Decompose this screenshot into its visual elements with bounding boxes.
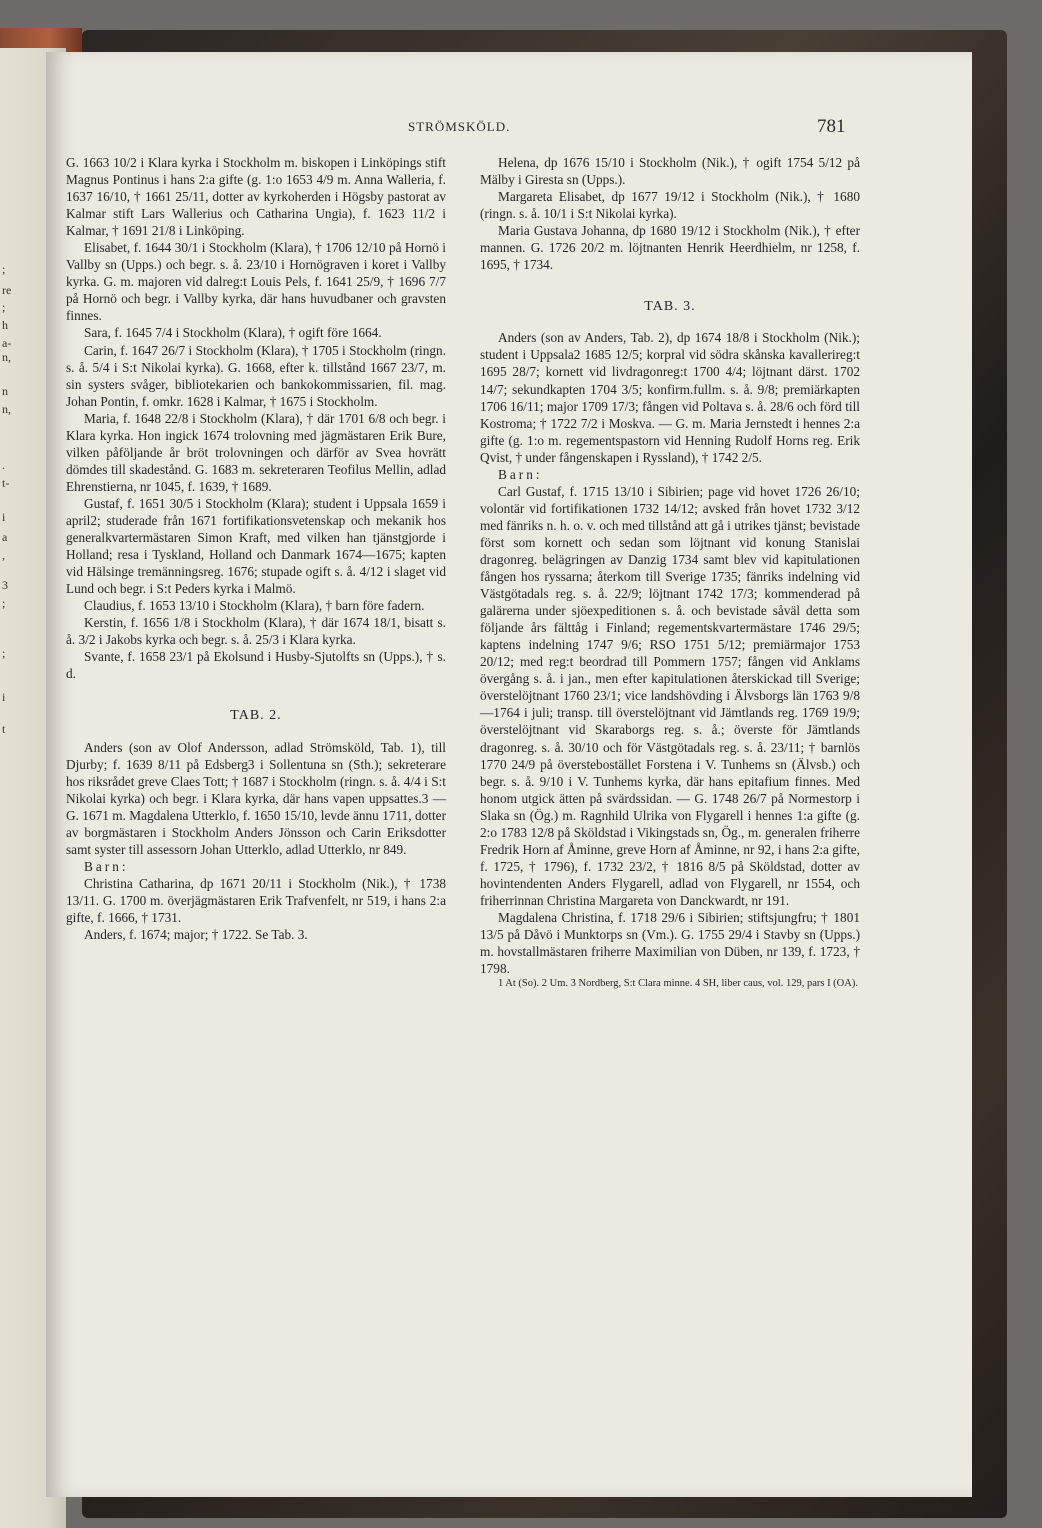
entry-paragraph: G. 1663 10/2 i Klara kyrka i Stockholm m. biskopen i Linköpings stift Magnus Pontinus i hans 2:a gifte (g. 1:o 1653 4/9 m. Anna Walleria, f. 1637 16/10, † 1661 25/11, dotter av kyrkoherden i Högsby pastorat av Kalmar stift Lars Wallerius och Catharina Ungia), f. 1623 11/2 i Kalmar, † 1691 21/8 i Linköping. <box>66 155 446 239</box>
right-column <box>480 154 860 990</box>
margin-fragment: 3 <box>2 578 8 592</box>
margin-fragment: ; <box>2 646 6 660</box>
footnotes: 1 At (So). 2 Um. 3 Nordberg, S:t Clara minne. 4 SH, liber caus, vol. 129, pars I (OA). <box>498 978 858 990</box>
entry-paragraph: Elisabet, f. 1644 30/1 i Stockholm (Klara), † 1706 12/10 på Hornö i Vallby sn (Upps.) och begr. s. å. 23/10 i Hornögraven i koret i Vallby kyrka. G. m. majoren vid dalreg:t Louis Pels, f. 1641 25/9, † 1696 7/7 på Hornö och begr. i Vallby kyrka, där hans huvudbaner och gravsten finnes. <box>66 240 446 324</box>
entry-paragraph: Kerstin, f. 1656 1/8 i Stockholm (Klara), † där 1674 18/1, bisatt s. å. 3/2 i Jakobs kyrka och begr. s. å. 25/3 i Klara kyrka. <box>66 615 446 648</box>
tab3-heading: TAB. 3. <box>644 299 696 315</box>
page-number: 781 <box>817 116 846 137</box>
margin-fragment: ; <box>2 596 6 610</box>
entry-paragraph: Margareta Elisabet, dp 1677 19/12 i Stockholm (Nik.), † 1680 (ringn. s. å. 10/1 i S:t Nikolai kyrka). <box>480 189 860 222</box>
entry-paragraph: Svante, f. 1658 23/1 på Ekolsund i Husby-Sjutolfts sn (Upps.), † s. d. <box>66 649 446 682</box>
margin-fragment: a <box>2 530 8 544</box>
entry-paragraph: Carin, f. 1647 26/7 i Stockholm (Klara), † 1705 i Stockholm (ringn. s. å. 5/4 i S:t Nikolai kyrka). G. 1668, efter k. tillstånd 1667 23/7, m. sin systers svåger, bibliotekarien och bankokommissarien, fil. mag. Johan Pontin, f. omkr. 1628 i Kalmar, † 1675 i Stockholm. <box>66 342 446 409</box>
entry-paragraph: Christina Catharina, dp 1671 20/11 i Stockholm (Nik.), † 1738 13/11. G. 1700 m. överjägmästaren Erik Trafvenfelt, nr 519, i hans 2:a gifte, f. 1666, † 1731. <box>66 875 446 925</box>
entry-paragraph: Gustaf, f. 1651 30/5 i Stockholm (Klara); student i Uppsala 1659 i april2; studerade från 1671 fortifikationsvetenskap och mekanik hos generalkvartermästaren Simon Kraft, med vilken han tjänstgjorde i Holland; resa i Tyskland, Holland och Danmark 1674—1675; kapten vid Hälsinge tremänningsreg. 1676; stupade ogift s. å. 4/12 i slaget vid Lund och begr. i S:t Peders kyrka i Malmö. <box>66 495 446 597</box>
margin-fragment: n <box>2 384 8 398</box>
tab2-entries <box>66 739 446 858</box>
margin-fragment: ; <box>2 262 6 276</box>
margin-fragment: , <box>2 548 5 562</box>
margin-fragment: n, <box>2 350 11 364</box>
entry-paragraph: Magdalena Christina, f. 1718 29/6 i Sibirien; stiftsjungfru; † 1801 13/5 på Dåvö i Munktorps sn (Vm.). G. 1755 29/4 i Stavby sn (Upps.) m. hovstallmästaren friherre Maximilian von Düben, nr 139, f. 1723, † 1798. <box>480 909 860 977</box>
left-column <box>66 154 446 943</box>
margin-fragment: . <box>2 458 5 472</box>
tab3-entries <box>480 329 860 465</box>
entry-paragraph: Maria, f. 1648 22/8 i Stockholm (Klara), † där 1701 6/8 och begr. i Klara kyrka. Hon ingick 1674 trolovning med jägmästaren Erik Bure, vilken påföljande år bröt trolovningen och därför av Svea hovrätt dömdes till skadestånd. G. 1683 m. sekreteraren Teofilus Mellin, adlad Ehrenstierna, nr 1045, f. 1639, † 1689. <box>66 410 446 494</box>
page-header-title: STRÖMSKÖLD. <box>408 119 511 134</box>
entry-paragraph: Anders (son av Olof Andersson, adlad Strömsköld, Tab. 1), till Djurby; f. 1639 8/11 på Edsberg3 i Sollentuna sn (Sth.); sekreterare hos riksrådet greve Claes Tott; † 1687 i Stockholm (ringn. s. å. 4/4 i S:t Nikolai kyrka) och begr. i Klara kyrka, där hans vapen uppsattes.3 — G. 1671 m. Magdalena Utterklo, f. 1650 15/10, levde ännu 1711, dotter av borgmästaren i Stockholm Anders Jönsson och Carin Eriksdotter samt syster till assessorn Johan Utterklo, adlad Utterklo, nr 849. <box>66 739 446 857</box>
right-column-entries <box>480 154 860 273</box>
margin-fragment: re <box>2 283 12 297</box>
left-column-entries <box>66 154 446 682</box>
margin-fragment: h <box>2 318 8 332</box>
entry-paragraph: Anders (son av Anders, Tab. 2), dp 1674 18/8 i Stockholm (Nik.); student i Uppsala2 1685 12/5; korpral vid södra skånska kavallerireg:t 1695 28/7; kornett vid livdragonreg:t 1700 4/4; löjtnant därst. 1702 14/7; sekundkapten 1704 3/5; konfirm.fullm. s. å. 9/8; premiärkapten 1706 16/11; major 1709 17/3; fången vid Poltava s. å. 28/6 och förd till Kostroma; † 1722 7/2 i Moskva. — G. m. Maria Jernstedt i hennes 2:a gifte (g. 1:o m. regementspastorn vid Henning Rudolf Horns reg. Erik Qvist, † under fångenskapen i Ryssland), † 1742 2/5. <box>480 330 860 465</box>
margin-fragment: t- <box>2 476 10 490</box>
entry-paragraph: Maria Gustava Johanna, dp 1680 19/12 i Stockholm (Nik.), † efter mannen. G. 1726 20/2 m. löjtnanten Henrik Heerdhielm, nr 1258, f. 1695, † 1734. <box>480 223 860 273</box>
tab2-children <box>66 875 446 943</box>
margin-fragment: t <box>2 722 6 736</box>
margin-fragment: i <box>2 690 6 704</box>
margin-fragment: n, <box>2 402 11 416</box>
entry-paragraph: Anders, f. 1674; major; † 1722. Se Tab. 3. <box>84 927 308 943</box>
entry-paragraph: Sara, f. 1645 7/4 i Stockholm (Klara), † ogift före 1664. <box>84 325 382 341</box>
entry-paragraph: Carl Gustaf, f. 1715 13/10 i Sibirien; page vid hovet 1726 26/10; volontär vid fortifikationen 1732 14/12; avsked från hovet 1732 3/12 med fänriks n. h. o. v. och med tillstånd att gå i utrikes tjänst; bevistade först som kornett och sedan som löjtnant vid konung Stanislai dragonreg. belägringen av Danzig 1734 samt blev vid kapitulationen fången hos ryssarna; återkom till Sverige 1735; fänriks indelning vid Västgötadals reg. s. å. 22/9; löjtnant 1742 17/3; kommenderad på galärerna under sjöexpeditionen s. å. och bevistade såväl detta som följande års fälttåg i Finland; regementskvartermästare 1746 29/5; kaptens indelning 1747 9/6; RSO 1751 5/12; premiärmajor 1753 20/12; med reg:t beordrad till Pommern 1757; fången vid Anklams övergång s. å. i jan., men efter kapitulationen återskickad till Sverige; överstelöjtnant 1760 23/1; vice landshövding i Älvsborgs län 1763 9/8—1764 i juli; transp. till överstelöjtnant vid Jämtlands reg. 1769 19/9; överstelöjtnant vid Skaraborgs reg. s. å.; överste för Jämtlands dragonreg. s. å. 30/10 och för Västgötadals reg. s. å. 23/11; † barnlös 1770 24/9 på överstebostället Forstena i V. Tunhems sn (Älvsb.) och begr. s. å. 9/10 i V. Tunhems kyrka, där hans epitafium finnes. Med honom utgick ätten på svärdssidan. — G. 1748 26/7 på Normestorp i Slaka sn (Ög.) m. Ragnhild Ulrika von Flygarell i hennes 1:a gifte (g. 2:o 1783 12/8 på Sköldstad i Vikingstads sn, Ög., m. generalen friherre Fredrik Horn af Åminne, greve Horn af Åminne, nr 92, i hans 2:a gifte, f. 1725, † 1796), f. 1732 23/2, † 1816 8/5 på Sköldstad, dotter av hovintendenten Anders Flygarell, adlad von Flygarell, nr 1554, och friherrinnan Christina Margareta von Danckwardt, nr 191. <box>480 483 860 908</box>
tab3-children <box>480 483 860 977</box>
tab3-barn-label: Barn: <box>498 466 543 482</box>
entry-paragraph: Claudius, f. 1653 13/10 i Stockholm (Klara), † barn före fadern. <box>84 598 425 614</box>
margin-fragment: ; <box>2 300 6 314</box>
tab2-barn-label: Barn: <box>84 858 129 874</box>
tab2-heading: TAB. 2. <box>230 708 282 724</box>
margin-fragment: i <box>2 510 6 524</box>
margin-fragment: a- <box>2 336 12 350</box>
entry-paragraph: Helena, dp 1676 15/10 i Stockholm (Nik.), † ogift 1754 5/12 på Mälby i Giresta sn (Upps.). <box>480 155 860 188</box>
